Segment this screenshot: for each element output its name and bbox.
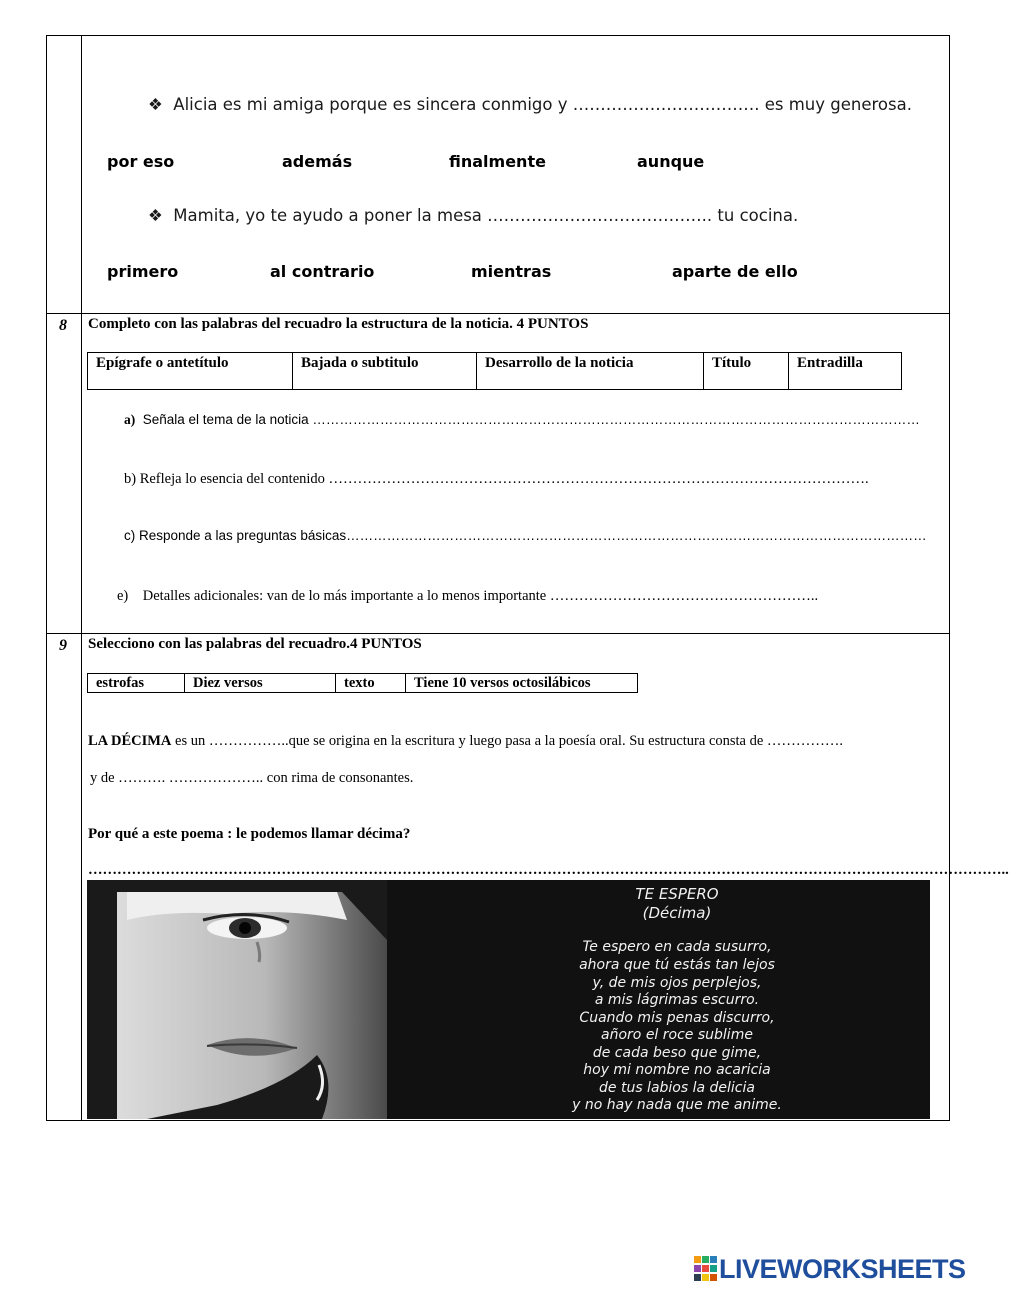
question-8-heading: Completo con las palabras del recuadro la estructura de la noticia. 4 PUNTOS [88,316,589,332]
option-ademas[interactable]: además [282,152,353,171]
question-number-9: 9 [59,637,67,654]
word-box-8 [87,352,902,390]
liveworksheets-logo [693,1254,966,1284]
word-box-cell[interactable]: Epígrafe o antetítulo [88,353,293,390]
option-finalmente[interactable]: finalmente [449,152,546,171]
option-aunque[interactable]: aunque [637,152,705,171]
option-mientras[interactable]: mientras [471,262,552,281]
decima-blank-text[interactable]: es un ……………..que se origina en la escritura y luego pasa a la poesía oral. Su estructura consta de ……………. [171,733,844,749]
option-aparte-de-ello[interactable]: aparte de ello [672,262,798,281]
poem-line: de cada beso que gime, [592,1045,762,1061]
decima-sentence [88,733,843,750]
liveworksheets-logo-icon [693,1254,719,1284]
word-box-cell[interactable]: Desarrollo de la noticia [477,353,704,390]
poem-line: de tus labios la delicia [599,1080,755,1096]
word-box-cell[interactable]: texto [336,674,406,693]
item-e: e) Detalles adicionales: van de lo más importante a lo menos importante ……………………………………………….. [117,588,819,604]
item-b[interactable]: b) Refleja lo esencia del contenido …………………………………………………………………………………………………. [124,471,869,487]
decima-question: Por qué a este poema : le podemos llamar décima? [88,826,411,842]
poem-title: TE ESPERO [635,885,719,903]
item-c[interactable]: c) Responde a las preguntas básicas………………………………………………………………………………………………………………… [124,528,927,543]
poem-line: y no hay nada que me anime. [572,1097,782,1113]
word-box-cell[interactable]: Título [704,353,789,390]
row-divider-8 [46,313,950,314]
exercise-sentence-2: ❖ Mamita, yo te ayudo a poner la mesa ………………………………….. tu cocina. [148,206,799,225]
item-a: a) Señala el tema de la noticia ……………………………………………………………………………………………………………………… [124,412,920,427]
poem-line: Te espero en cada susurro, [582,939,772,955]
bullet-icon: ❖ [148,95,163,114]
word-box-cell[interactable]: Diez versos [185,674,336,693]
answer-field-e[interactable]: Detalles adicionales: van de lo más importante a lo menos importante ……………………………………………….. [142,588,819,604]
question-9-heading: Selecciono con las palabras del recuadro.4 PUNTOS [88,636,422,652]
decima-term: LA DÉCIMA [88,733,172,749]
word-box-cell[interactable]: estrofas [88,674,185,693]
option-primero[interactable]: primero [107,262,179,281]
word-box-cell[interactable]: Bajada o subtitulo [293,353,477,390]
option-por-eso[interactable]: por eso [107,152,175,171]
liveworksheets-logo-text: LIVEWORKSHEETS [719,1254,966,1284]
poem-line: y, de mis ojos perplejos, [592,975,762,991]
word-box-9 [87,673,638,693]
number-column-divider [81,35,82,1121]
exercise-sentence-1: ❖ Alicia es mi amiga porque es sincera conmigo y ……………………………. es muy generosa. [148,95,912,114]
poem-subtitle: (Décima) [642,904,712,922]
poem-line: a mis lágrimas escurro. [594,992,760,1008]
crying-woman-photo [87,880,387,1119]
question-number-8: 8 [59,317,67,334]
answer-field-a[interactable]: Señala el tema de la noticia ……………………………………………………………………………………………………………………… [142,412,920,427]
poem-image [87,880,930,1119]
row-divider-9 [46,633,950,634]
answer-line[interactable]: ……………………………………………………………………………………………………………………………………………………………………….. [88,862,1009,878]
poem-line: añoro el roce sublime [601,1027,753,1043]
word-box-cell[interactable]: Entradilla [789,353,902,390]
option-al-contrario[interactable]: al contrario [270,262,375,281]
poem-line: hoy mi nombre no acaricia [583,1062,771,1078]
poem-line: Cuando mis penas discurro, [579,1010,775,1026]
poem-line: ahora que tú estás tan lejos [579,957,775,973]
decima-sentence-line2[interactable]: y de ………. ……………….. con rima de consonantes. [90,770,414,786]
bullet-icon: ❖ [148,206,163,225]
word-box-cell[interactable]: Tiene 10 versos octosilábicos [406,674,638,693]
